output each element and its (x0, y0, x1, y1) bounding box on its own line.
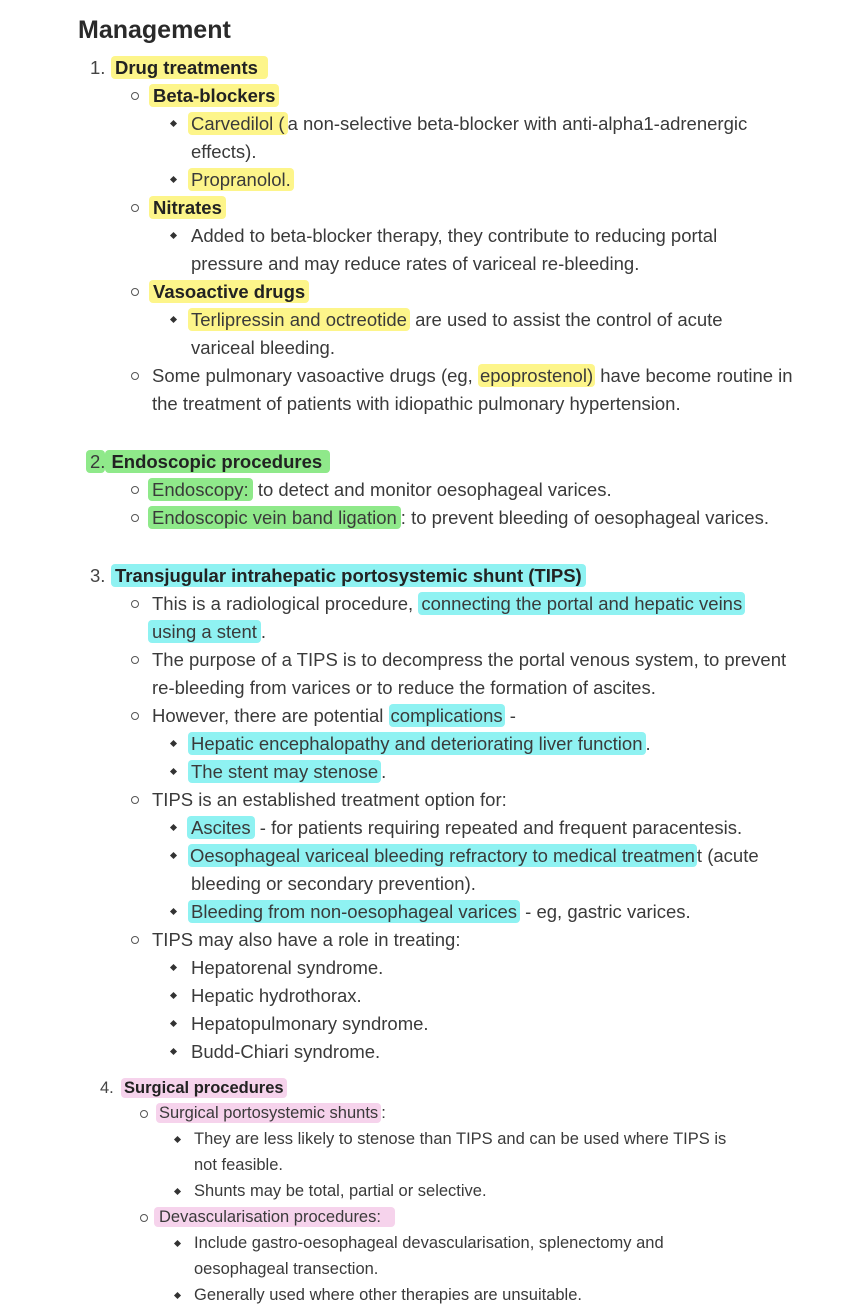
list-item (154, 1204, 395, 1230)
body-text: are used to assist the control of acute (409, 309, 723, 330)
list-item: Hepatorenal syndrome. (191, 957, 384, 978)
diamond-bullet-icon (170, 852, 177, 859)
diamond-bullet-icon (170, 1048, 177, 1055)
list-item (152, 362, 793, 390)
list-item-continuation: bleeding or secondary prevention). (191, 873, 476, 894)
highlight-text: The stent may stenose (188, 760, 381, 783)
list-item: Include gastro-oesophageal devascularisation, splenectomy and (194, 1234, 664, 1252)
highlight-text: Devascularisation procedures: (154, 1207, 395, 1227)
section-heading-text: Surgical procedures (121, 1078, 287, 1098)
list-item (188, 898, 691, 926)
list-item-continuation: pressure and may reduce rates of variceal re-bleeding. (191, 253, 640, 274)
circle-bullet-icon (131, 656, 139, 664)
circle-bullet-icon (131, 288, 139, 296)
body-text: Some pulmonary vasoactive drugs (eg, (152, 365, 478, 386)
list-item: TIPS is an established treatment option for: (152, 789, 507, 810)
list-item: Hepatopulmonary syndrome. (191, 1013, 429, 1034)
list-item: Added to beta-blocker therapy, they contribute to reducing portal (191, 225, 718, 246)
diamond-bullet-icon (170, 908, 177, 915)
list-item: Budd-Chiari syndrome. (191, 1041, 381, 1062)
circle-bullet-icon (140, 1214, 148, 1222)
section-heading (111, 54, 268, 82)
body-text: However, there are potential (152, 705, 389, 726)
list-item (152, 702, 516, 730)
circle-bullet-icon (131, 92, 139, 100)
highlight-text: Hepatic encephalopathy and deteriorating liver function (188, 732, 646, 755)
body-text: . (381, 761, 387, 782)
diamond-bullet-icon (170, 120, 177, 127)
list-item (149, 278, 309, 306)
diamond-bullet-icon (170, 740, 177, 747)
highlight-text: Endoscopy: (148, 478, 253, 501)
diamond-bullet-icon (170, 768, 177, 775)
circle-bullet-icon (131, 600, 139, 608)
list-item-continuation: oesophageal transection. (194, 1260, 379, 1278)
list-item-continuation: effects). (191, 141, 257, 162)
circle-bullet-icon (131, 486, 139, 494)
diamond-bullet-icon (170, 176, 177, 183)
list-item (188, 110, 747, 138)
list-item-continuation: not feasible. (194, 1156, 283, 1174)
body-text: . (260, 621, 267, 642)
body-text: : to prevent bleeding of oesophageal varices. (400, 507, 769, 528)
list-number: 3. (90, 565, 106, 586)
list-number: 2. (86, 450, 105, 473)
diamond-bullet-icon (170, 824, 177, 831)
list-item (188, 730, 651, 758)
list-item (148, 504, 769, 532)
list-item (148, 476, 612, 504)
highlight-text: connecting the portal and hepatic veins (418, 592, 745, 615)
diamond-bullet-icon (174, 1292, 181, 1299)
body-text: have become routine in (595, 365, 793, 386)
list-item (187, 814, 742, 842)
diamond-bullet-icon (170, 232, 177, 239)
body-text: This is a radiological procedure, (152, 593, 419, 614)
diamond-bullet-icon (174, 1240, 181, 1247)
highlight-text: Carvedilol ( (188, 112, 288, 135)
body-text: - for patients requiring repeated and frequent paracentesis. (254, 817, 743, 838)
list-item (188, 166, 294, 194)
circle-bullet-icon (131, 712, 139, 720)
section-heading-text: Transjugular intrahepatic portosystemic shunt (TIPS) (111, 564, 586, 587)
body-text: : (381, 1104, 386, 1122)
diamond-bullet-icon (170, 316, 177, 323)
body-text: a non-selective beta-blocker with anti-alpha1-adrenergic (287, 113, 748, 134)
circle-bullet-icon (131, 514, 139, 522)
subheading-text: Beta-blockers (149, 84, 279, 107)
list-item: TIPS may also have a role in treating: (152, 929, 461, 950)
diamond-bullet-icon (170, 1020, 177, 1027)
highlight-text: Oesophageal variceal bleeding refractory to medical treatmen (190, 845, 695, 866)
list-number: 1. (90, 57, 106, 78)
circle-bullet-icon (140, 1110, 148, 1118)
body-text: - (504, 705, 516, 726)
body-text: . (645, 733, 651, 754)
highlight-text: using a stent (148, 620, 261, 643)
list-item: They are less likely to stenose than TIPS and can be used where TIPS is (194, 1130, 727, 1148)
subheading-text: Vasoactive drugs (149, 280, 309, 303)
list-item (149, 194, 226, 222)
highlight-text: complications (390, 705, 503, 726)
list-item: Generally used where other therapies are unsuitable. (194, 1286, 582, 1304)
page-title: Management (78, 16, 231, 44)
section-heading (111, 562, 586, 590)
list-item (156, 1100, 386, 1126)
diamond-bullet-icon (174, 1188, 181, 1195)
list-item: The purpose of a TIPS is to decompress the portal venous system, to prevent (152, 649, 787, 670)
highlight-text: Bleeding from non-oesophageal varices (188, 900, 520, 923)
section-heading (121, 1075, 287, 1101)
subheading-text: Nitrates (149, 196, 226, 219)
body-text: to detect and monitor oesophageal varices. (252, 479, 612, 500)
highlight-text: Endoscopic vein band ligation (148, 506, 401, 529)
list-item-continuation (148, 618, 266, 646)
list-item (149, 82, 279, 110)
diamond-bullet-icon (174, 1136, 181, 1143)
list-item (188, 306, 723, 334)
highlight-text: Propranolol. (188, 168, 294, 191)
list-item (152, 590, 745, 618)
body-text: - eg, gastric varices. (520, 901, 691, 922)
list-item-continuation: variceal bleeding. (191, 337, 335, 358)
highlight-text: Surgical portosystemic shunts (156, 1103, 381, 1123)
list-item (188, 842, 759, 870)
section-heading-text: Drug treatments (111, 56, 268, 79)
list-item-continuation: re-bleeding from varices or to reduce the formation of ascites. (152, 677, 656, 698)
list-item-continuation: the treatment of patients with idiopathic pulmonary hypertension. (152, 393, 681, 414)
highlight-text: Terlipressin and octreotide (188, 308, 410, 331)
list-item (188, 758, 386, 786)
list-number: 4. (100, 1079, 114, 1097)
diamond-bullet-icon (170, 992, 177, 999)
body-text: t (acute (696, 845, 759, 866)
list-item: Shunts may be total, partial or selective. (194, 1182, 487, 1200)
section-heading-text: Endoscopic procedures (105, 450, 330, 473)
highlight-text: epoprostenol) (479, 365, 594, 386)
section-heading (86, 448, 330, 476)
circle-bullet-icon (131, 796, 139, 804)
list-item: Hepatic hydrothorax. (191, 985, 362, 1006)
highlight-text: Ascites (187, 816, 255, 839)
circle-bullet-icon (131, 204, 139, 212)
circle-bullet-icon (131, 936, 139, 944)
circle-bullet-icon (131, 372, 139, 380)
diamond-bullet-icon (170, 964, 177, 971)
